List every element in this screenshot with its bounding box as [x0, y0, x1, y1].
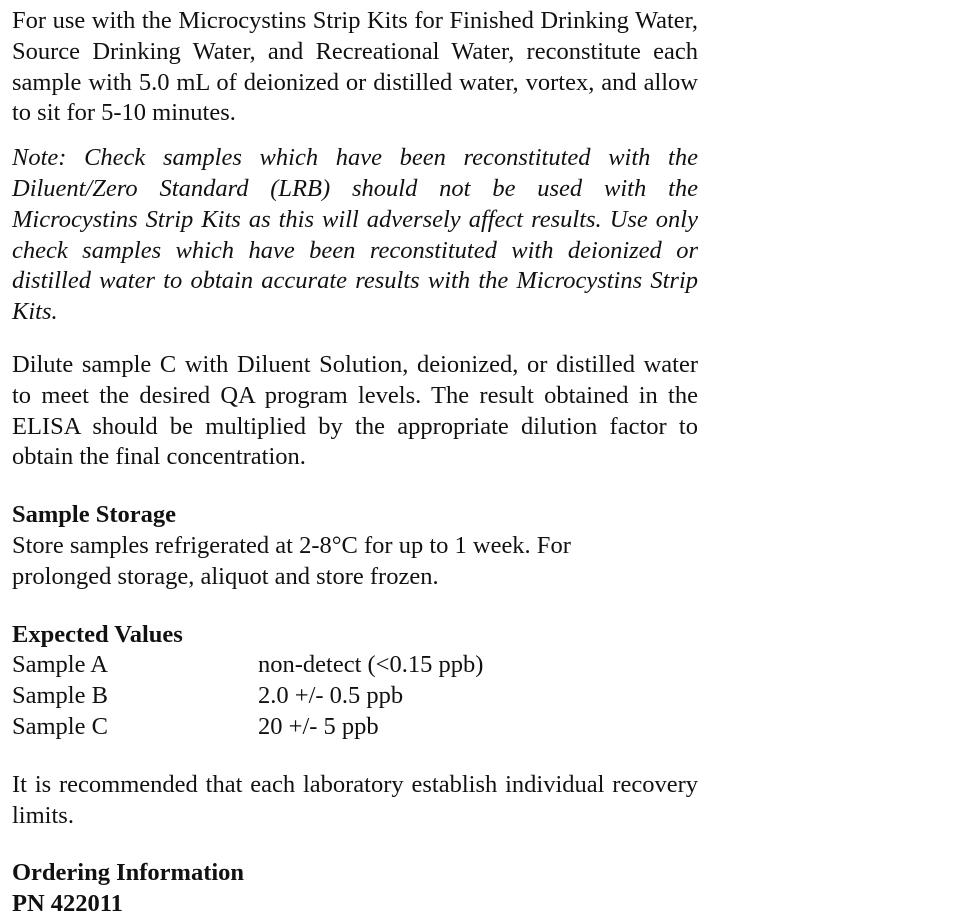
note-paragraph: Note: Check samples which have been reconstituted with the Diluent/Zero Standard (LRB) should not be used with the Microcystins Strip Kits as this will adversely affect results. Use only check samples which have been reconstituted with deionized or distilled water to obtain accurate results with the Microcystins Strip Kits. [12, 144, 698, 326]
sample-value: 2.0 +/- 0.5 ppb [258, 682, 404, 710]
spacer [12, 743, 698, 770]
spacer [12, 129, 698, 143]
sample-name: Sample A [12, 651, 108, 679]
expected-value-row [12, 681, 698, 712]
spacer [12, 831, 698, 858]
sample-storage-section [12, 500, 698, 592]
expected-values-section [12, 620, 698, 743]
spacer [12, 328, 698, 350]
sample-storage-heading: Sample Storage [12, 501, 176, 529]
part-number: PN 422011 [12, 890, 123, 918]
sample-name: Sample B [12, 682, 108, 710]
sample-value: non-detect (<0.15 ppb) [258, 651, 484, 679]
sample-storage-line: Store samples refrigerated at 2-8°C for up to 1 week. For [12, 531, 571, 559]
sample-name: Sample C [12, 712, 108, 740]
spacer [12, 473, 698, 500]
spacer [12, 593, 698, 620]
sample-value: 20 +/- 5 ppb [258, 712, 379, 740]
ordering-section [12, 858, 698, 920]
expected-value-row [12, 712, 698, 743]
document-page [12, 6, 698, 920]
expected-values-heading: Expected Values [12, 620, 183, 648]
recovery-paragraph: It is recommended that each laboratory establish individual recovery limits. [12, 770, 698, 829]
reconstitute-paragraph: For use with the Microcystins Strip Kits for Finished Drinking Water, Source Drinking Water, and Recreational Water, reconstitute each sample with 5.0 mL of deionized or distilled water, vortex, and allow to sit for 5-10 minutes. [12, 7, 698, 127]
dilution-paragraph: Dilute sample C with Diluent Solution, deionized, or distilled water to meet the desired QA program levels. The result obtained in the ELISA should be multiplied by the appropriate dilution factor to obtain the final concentration. [12, 350, 698, 471]
sample-storage-line: prolonged storage, aliquot and store frozen. [12, 562, 439, 590]
ordering-heading: Ordering Information [12, 859, 245, 887]
expected-value-row [12, 650, 698, 681]
